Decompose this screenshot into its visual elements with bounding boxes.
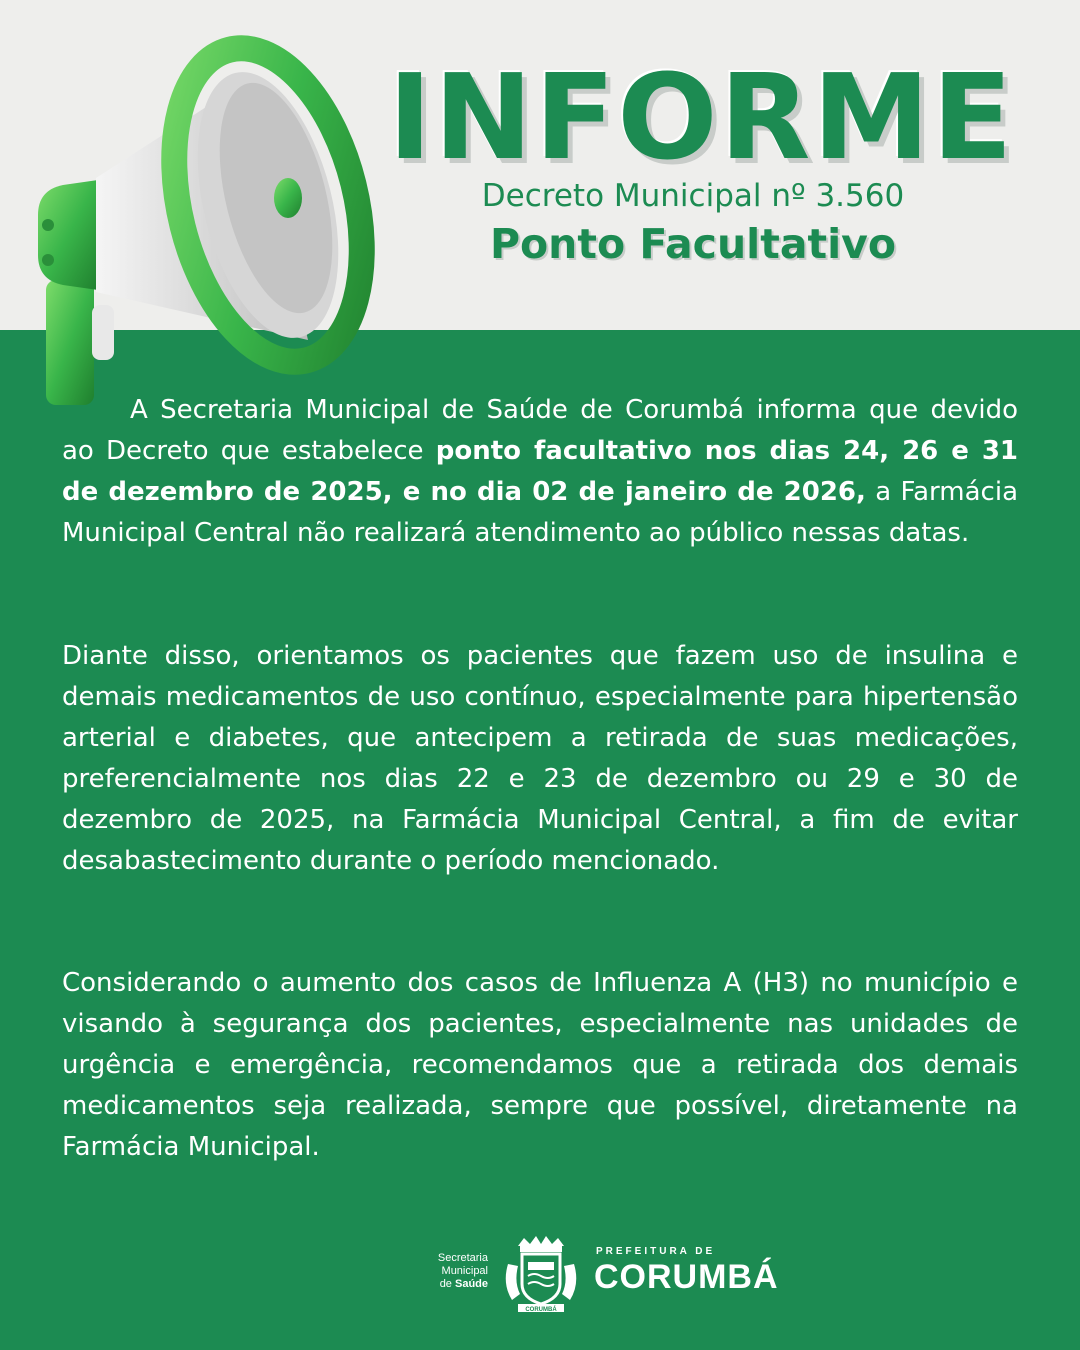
city-crest-icon	[498, 1234, 584, 1316]
sec-line-3	[420, 1278, 488, 1291]
subtitle: Ponto Facultativo	[489, 220, 897, 268]
footer-logos	[420, 1230, 779, 1320]
p1-text-start: A Secretaria Municipal de Saúde de Corumbá informa que devido ao Decreto que estabelece	[62, 395, 1018, 466]
paragraph-2: Diante disso, orientamos os pacientes que fazem uso de insulina e demais medicamentos de uso contínuo, especialmente para hipertensão arterial e diabetes, que antecipem a retirada de suas medicações, preferencialmente nos dias 22 e 23 de dezembro ou 29 e 30 de dezembro de 2025, na Farmácia Municipal Central, a fim de evitar desabastecimento durante o período mencionado.	[62, 641, 1018, 876]
sec-line-2: Municipal	[441, 1265, 488, 1277]
megaphone-icon	[18, 20, 378, 420]
sec-line-3b: Saúde	[454, 1278, 488, 1290]
sec-line-1: Secretaria	[437, 1252, 488, 1264]
secretaria-logo-text	[420, 1252, 488, 1291]
city-name: CORUMBÁ	[594, 1258, 779, 1296]
paragraph-3: Considerando o aumento dos casos de Influenza A (H3) no município e visando à segurança dos pacientes, especialmente nas unidades de urgência e emergência, recomendamos que a retirada dos demais medicamentos seja realizada, sempre que possível, diretamente na Farmácia Municipal.	[62, 968, 1018, 1162]
p1-text-end: a Farmácia Municipal Central não realizará atendimento ao público nessas datas.	[62, 477, 1018, 548]
page-title: INFORME	[388, 48, 1015, 186]
crest-text: CORUMBÁ	[525, 1307, 557, 1313]
decree-number: Decreto Municipal nº 3.560	[481, 178, 905, 214]
sec-line-3a: de	[439, 1278, 455, 1290]
prefeitura-label: PREFEITURA DE	[596, 1246, 716, 1257]
p1-text-bold: ponto facultativo nos dias 24, 26 e 31 de dezembro de 2025, e no dia 02 de janeiro de 2026,	[62, 436, 1018, 507]
paragraph-1	[62, 390, 1018, 554]
